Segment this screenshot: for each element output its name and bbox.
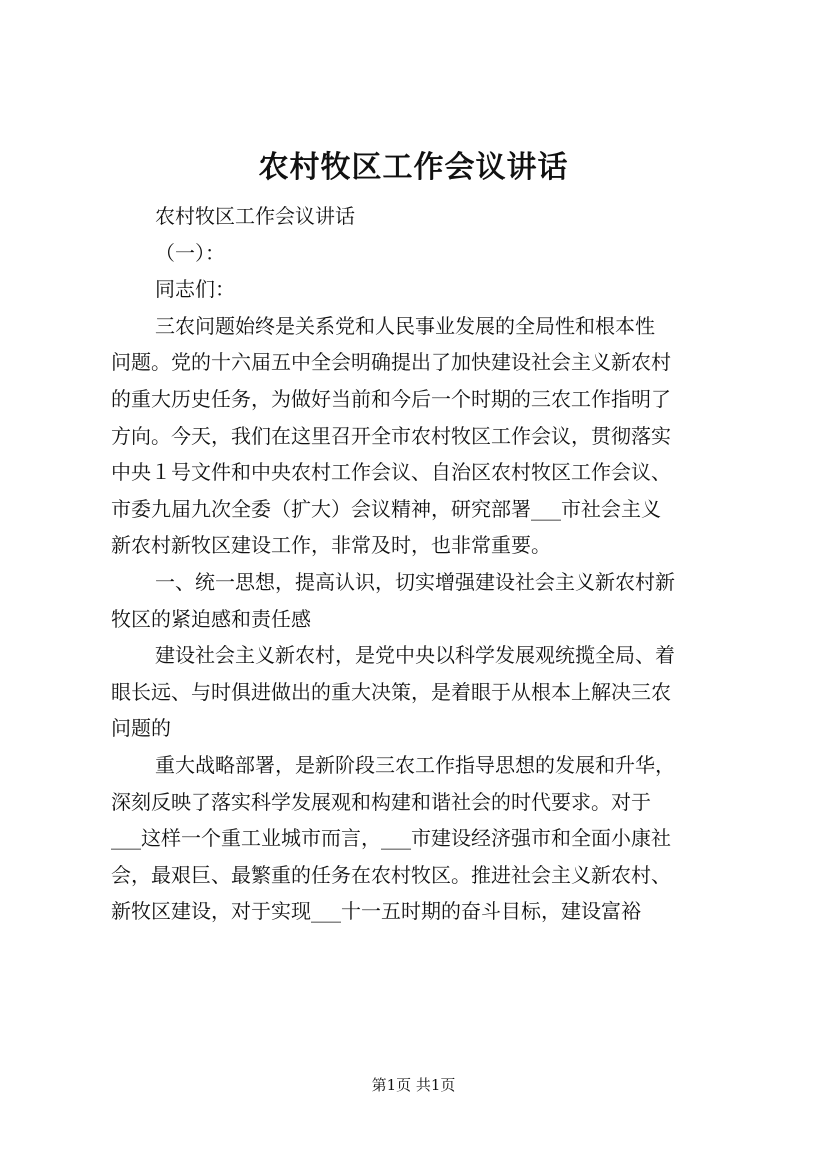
body-line: 建设社会主义新农村，是党中央以科学发展观统揽全局、着 (155, 643, 675, 668)
body-line: 新牧区建设，对于实现___十一五时期的奋斗目标，建设富裕 (111, 899, 641, 924)
body-line: 市委九届九次全委（扩大）会议精神，研究部署___市社会主义 (111, 496, 661, 521)
body-line: 中央１号文件和中央农村工作会议、自治区农村牧区工作会议、 (111, 460, 671, 485)
body-line: 牧区的紧迫感和责任感 (111, 606, 311, 631)
document-body (111, 198, 733, 930)
body-line: 问题。党的十六届五中全会明确提出了加快建设社会主义新农村 (111, 350, 671, 375)
body-line: 深刻反映了落实科学发展观和构建和谐社会的时代要求。对于 (111, 789, 651, 814)
document-title: 农村牧区工作会议讲话 (258, 150, 569, 185)
page-footer: 第1页 共1页 (371, 1076, 456, 1094)
body-line: 同志们： (155, 277, 235, 302)
body-line: 重大战略部署，是新阶段三农工作指导思想的发展和升华， (155, 752, 675, 777)
body-line: 一、统一思想，提高认识，切实增强建设社会主义新农村新 (155, 569, 675, 594)
body-line: ___这样一个重工业城市而言，___市建设经济强市和全面小康社 (111, 826, 671, 851)
body-line: 方向。今天，我们在这里召开全市农村牧区工作会议，贯彻落实 (111, 423, 671, 448)
body-line: （一）： (155, 240, 225, 265)
body-line: 问题的 (111, 716, 171, 741)
body-line: 会，最艰巨、最繁重的任务在农村牧区。推进社会主义新农村、 (111, 862, 671, 887)
body-line: 新农村新牧区建设工作，非常及时，也非常重要。 (111, 533, 551, 558)
body-line: 眼长远、与时俱进做出的重大决策，是着眼于从根本上解决三农 (111, 679, 671, 704)
body-line: 的重大历史任务，为做好当前和今后一个时期的三农工作指明了 (111, 386, 671, 411)
body-line: 三农问题始终是关系党和人民事业发展的全局性和根本性 (155, 313, 655, 338)
body-line: 农村牧区工作会议讲话 (155, 204, 355, 228)
